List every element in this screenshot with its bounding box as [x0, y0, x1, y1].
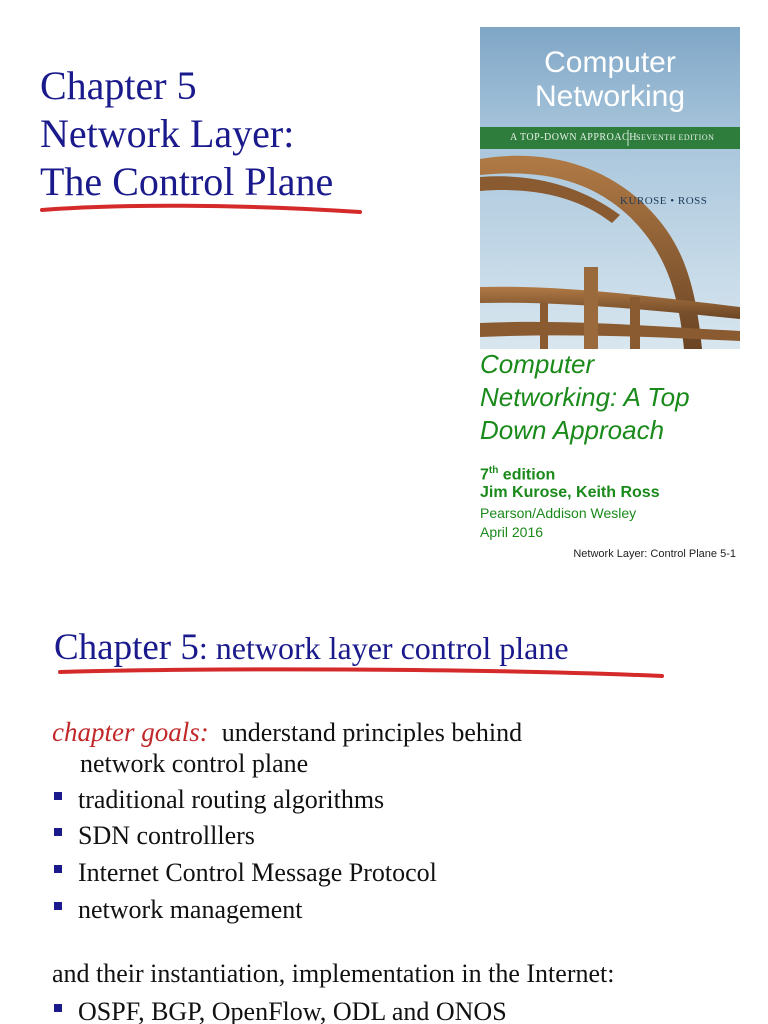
slide1-title-line-2: Network Layer:: [40, 111, 295, 156]
bullet-square-icon: [54, 865, 62, 873]
bullet-text: Internet Control Message Protocol: [78, 858, 437, 887]
chapter-goals-text-cont: network control plane: [80, 749, 309, 778]
slide-2: [0, 588, 768, 1024]
bullet-square-icon: [54, 792, 62, 800]
edition-word: edition: [498, 466, 556, 484]
bullet-text: traditional routing algorithms: [78, 785, 385, 814]
edition-suffix: th: [488, 465, 499, 476]
book-cover-title-1: Computer: [544, 46, 676, 79]
instantiation-text: and their instantiation, implementation in the Internet:: [52, 959, 615, 988]
slide2-title-underline: [56, 664, 668, 684]
slide1-title-line-3: The Control Plane: [40, 159, 334, 204]
slide-number: Network Layer: Control Plane 5-1: [573, 548, 736, 560]
bullet-text: SDN controlllers: [78, 821, 255, 850]
book-info-title-line-3: Down Approach: [480, 415, 665, 445]
bullet-text: OSPF, BGP, OpenFlow, ODL and ONOS: [78, 997, 507, 1024]
slide2-title: [54, 626, 569, 669]
book-info-date: April 2016: [480, 524, 544, 540]
bullet-text: network management: [78, 895, 303, 924]
instantiation-bullet: [54, 994, 507, 1024]
bullet-item-1: [54, 782, 384, 818]
book-cover-subtitle: A TOP-DOWN APPROACH: [510, 132, 637, 143]
book-cover-image: [480, 27, 740, 349]
book-cover-title-2: Networking: [534, 80, 686, 113]
book-info-title-line-2: Networking: A Top: [480, 382, 690, 412]
bullet-item-2: [54, 818, 255, 854]
book-info-authors: Jim Kurose, Keith Ross: [480, 484, 660, 501]
slide2-title-chapter: Chapter 5: [54, 627, 199, 668]
book-cover-authors: KUROSE • ROSS: [620, 195, 708, 207]
book-cover-edition: SEVENTH EDITION: [636, 133, 715, 142]
chapter-goals-label: chapter goals:: [52, 717, 209, 747]
book-info-title-line-1: Computer: [480, 349, 595, 379]
bullet-square-icon: [54, 902, 62, 910]
book-info-publisher: Pearson/Addison Wesley: [480, 505, 637, 521]
slide1-title-underline: [38, 200, 368, 220]
bullet-item-4: [54, 892, 303, 928]
slide2-title-topic: : network layer control plane: [198, 630, 569, 666]
bullet-item-3: [54, 855, 437, 891]
edition-number: 7: [480, 466, 489, 484]
slide1-title-line-1: Chapter 5: [40, 63, 197, 108]
bullet-square-icon: [54, 828, 62, 836]
bullet-square-icon: [54, 1004, 62, 1012]
chapter-goals-text: understand principles behind: [221, 718, 523, 747]
